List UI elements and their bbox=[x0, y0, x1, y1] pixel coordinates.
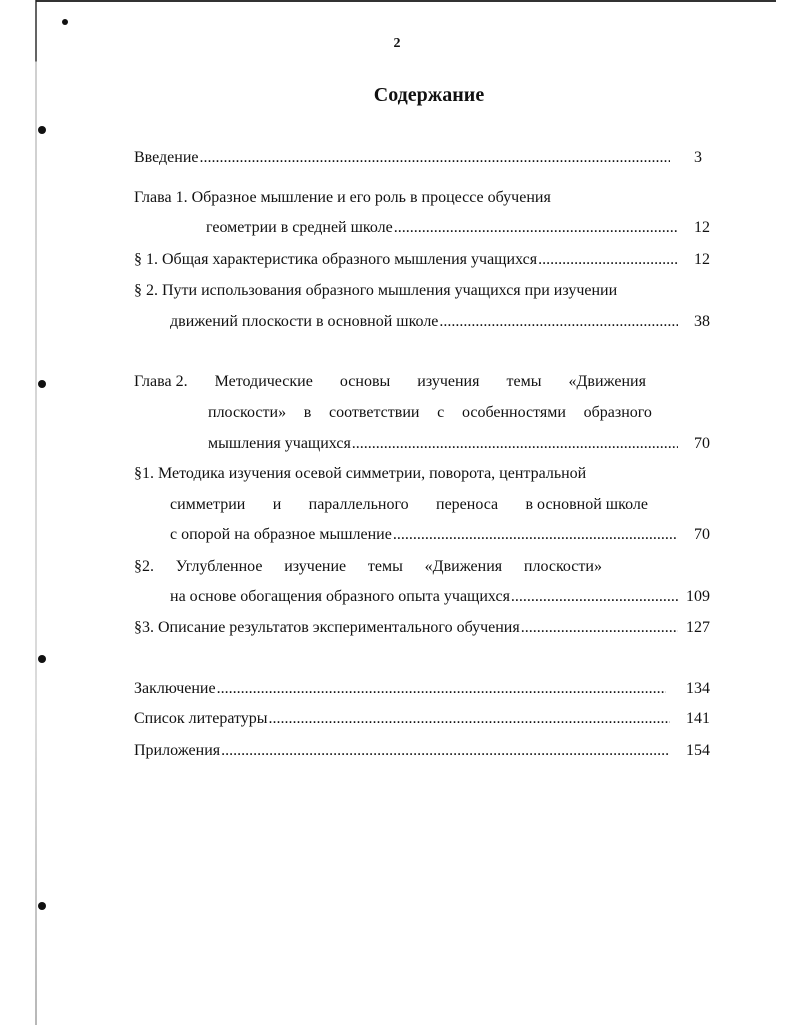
toc-page: 38 bbox=[694, 313, 710, 330]
dot-leader bbox=[393, 524, 678, 546]
page-number: 2 bbox=[393, 36, 401, 51]
word: изучения bbox=[417, 373, 480, 390]
toc-chapter-2-line1[interactable] bbox=[134, 371, 646, 393]
toc-page: 109 bbox=[686, 588, 710, 605]
word: темы bbox=[506, 373, 542, 390]
word: с bbox=[437, 404, 445, 421]
scan-left-edge bbox=[35, 0, 37, 1025]
toc-label: Список литературы bbox=[134, 710, 268, 727]
toc-label: на основе обогащения образного опыта учащихся bbox=[170, 588, 510, 605]
word: плоскости» bbox=[208, 404, 287, 421]
toc-entry-chapter-1[interactable] bbox=[206, 217, 710, 239]
toc-label: с опорой на образное мышление bbox=[170, 526, 392, 543]
toc-label: геометрии в средней школе bbox=[206, 219, 393, 236]
word: основы bbox=[339, 373, 391, 390]
toc-label: §3. Описание результатов экспериментального обучения bbox=[134, 619, 520, 636]
toc-entry-ch2-section-2[interactable] bbox=[170, 586, 710, 608]
toc-entry-conclusion[interactable] bbox=[134, 678, 710, 700]
toc-page: 12 bbox=[694, 251, 710, 268]
toc-page: 127 bbox=[686, 619, 710, 636]
toc-chapter-1-line1[interactable]: Глава 1. Образное мышление и его роль в процессе обучения bbox=[134, 189, 551, 206]
scan-speck bbox=[62, 19, 68, 25]
dot-leader bbox=[521, 617, 678, 639]
toc-label: § 1. Общая характеристика образного мышления учащихся bbox=[134, 251, 538, 268]
toc-page: 12 bbox=[694, 219, 710, 236]
toc-ch2-section-1-line2[interactable] bbox=[170, 494, 648, 516]
word: «Движения bbox=[568, 373, 646, 390]
binder-hole-mark bbox=[38, 655, 46, 663]
dot-leader bbox=[511, 586, 678, 608]
word: в bbox=[303, 404, 312, 421]
dot-leader bbox=[200, 147, 671, 169]
word: симметрии bbox=[170, 496, 246, 513]
dot-leader bbox=[439, 311, 678, 333]
word: и bbox=[272, 496, 282, 513]
toc-entry-ch1-section-1[interactable] bbox=[134, 249, 710, 271]
dot-leader bbox=[394, 217, 678, 239]
toc-entry-appendices[interactable] bbox=[134, 740, 710, 762]
toc-entry-chapter-2[interactable] bbox=[208, 433, 710, 455]
word: изучение bbox=[284, 558, 347, 575]
scan-top-edge bbox=[36, 0, 776, 2]
toc-entry-intro[interactable] bbox=[134, 147, 710, 169]
toc-label: Введение bbox=[134, 149, 199, 166]
word: «Движения bbox=[424, 558, 503, 575]
toc-page: 70 bbox=[694, 526, 710, 543]
toc-ch1-section-2-line1[interactable]: § 2. Пути использования образного мышления учащихся при изучении bbox=[134, 282, 618, 299]
page-title: Содержание bbox=[373, 84, 485, 106]
word: §2. bbox=[134, 558, 154, 575]
binder-hole-mark bbox=[38, 902, 46, 910]
toc-ch2-section-2-line1[interactable] bbox=[134, 556, 602, 578]
toc-page: 141 bbox=[686, 710, 710, 727]
binder-hole-mark bbox=[38, 126, 46, 134]
toc-page: 154 bbox=[686, 742, 710, 759]
toc-label: движений плоскости в основной школе bbox=[170, 313, 439, 330]
toc-chapter-2-line2[interactable] bbox=[208, 402, 652, 424]
dot-leader bbox=[221, 740, 670, 762]
dot-leader bbox=[538, 249, 678, 271]
toc-label: Заключение bbox=[134, 680, 216, 697]
toc-page: 3 bbox=[694, 149, 702, 166]
word: в основной школе bbox=[525, 496, 648, 513]
toc-label: Приложения bbox=[134, 742, 221, 759]
word: Углубленное bbox=[175, 558, 263, 575]
word: Методические bbox=[214, 373, 313, 390]
binder-hole-mark bbox=[38, 380, 46, 388]
toc-entry-ch2-section-3[interactable] bbox=[134, 617, 710, 639]
toc-label: мышления учащихся bbox=[208, 435, 351, 452]
dot-leader bbox=[352, 433, 678, 455]
dot-leader bbox=[217, 678, 666, 700]
word: образного bbox=[583, 404, 652, 421]
toc-entry-ch1-section-2[interactable] bbox=[170, 311, 710, 333]
toc-entry-references[interactable] bbox=[134, 708, 710, 730]
toc-ch2-section-1-line1[interactable]: §1. Методика изучения осевой симметрии, поворота, центральной bbox=[134, 465, 587, 482]
toc-entry-ch2-section-1[interactable] bbox=[170, 524, 710, 546]
word: Глава 2. bbox=[134, 373, 188, 390]
word: особенностями bbox=[461, 404, 566, 421]
word: переноса bbox=[436, 496, 499, 513]
word: соответствии bbox=[329, 404, 420, 421]
toc-page: 70 bbox=[694, 435, 710, 452]
word: плоскости» bbox=[523, 558, 602, 575]
toc-page: 134 bbox=[686, 680, 710, 697]
word: темы bbox=[367, 558, 403, 575]
word: параллельного bbox=[308, 496, 409, 513]
dot-leader bbox=[269, 708, 670, 730]
